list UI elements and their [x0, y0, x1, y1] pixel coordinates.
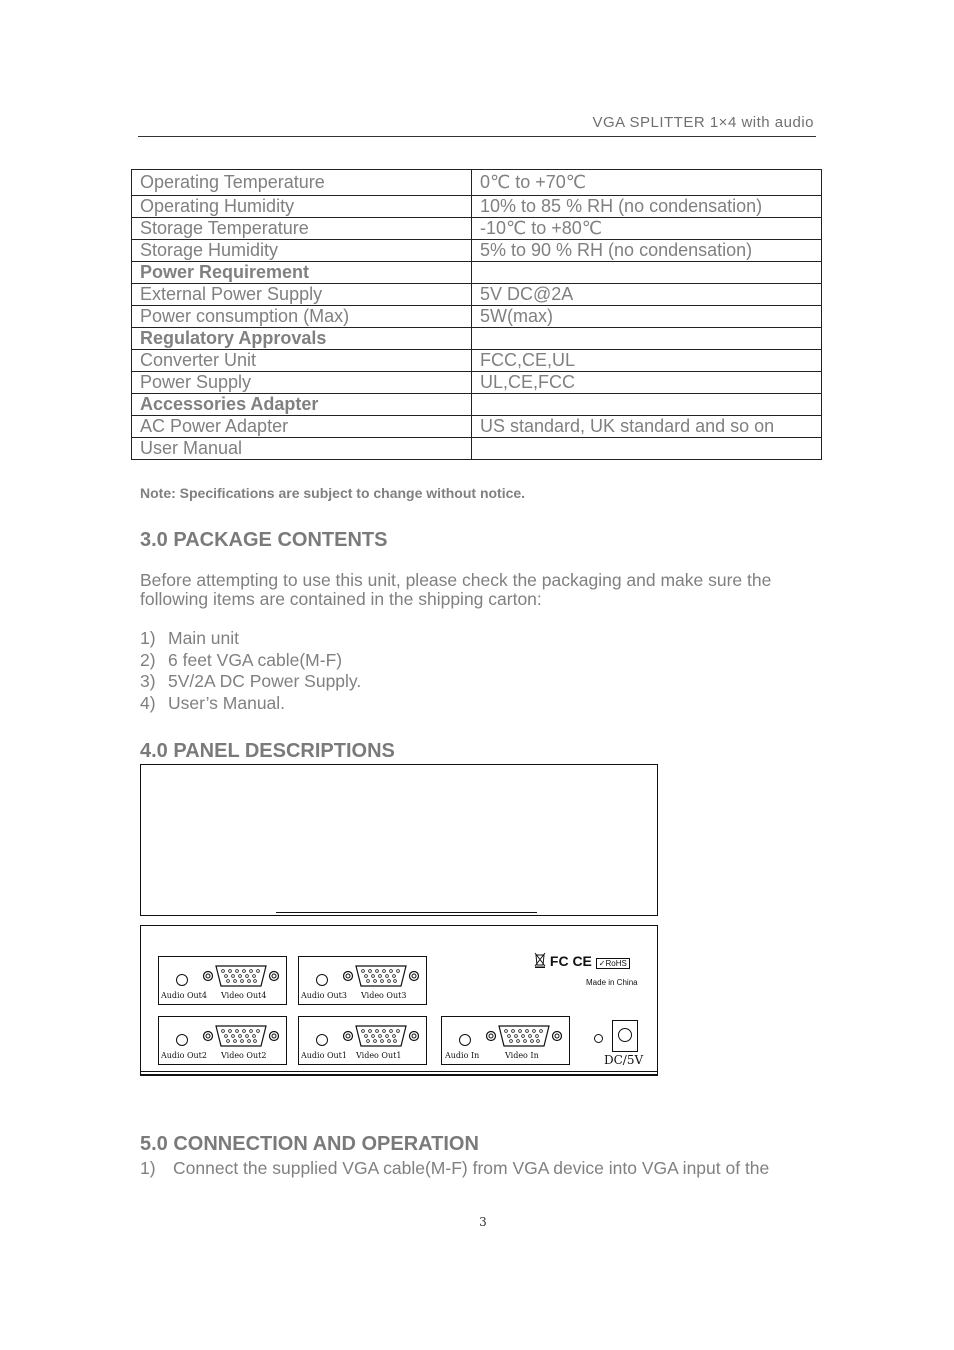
- rohs-icon: ✓RoHS: [596, 958, 630, 969]
- rear-panel-base: [140, 1071, 658, 1076]
- certification-marks: FC CE ✓RoHS: [534, 952, 630, 969]
- audio-jack-icon: [176, 974, 188, 986]
- section-heading-package: 3.0 PACKAGE CONTENTS: [140, 529, 388, 551]
- spec-value: 0℃ to +70℃: [472, 170, 822, 196]
- table-row: [132, 262, 822, 284]
- spec-value: 10% to 85 % RH (no condensation): [472, 196, 822, 218]
- list-item: 3) 5V/2A DC Power Supply.: [140, 671, 362, 692]
- front-panel-drawing: [140, 764, 658, 916]
- running-header: VGA SPLITTER 1×4 with audio: [592, 114, 814, 131]
- vga-connector-icon: [486, 1023, 562, 1049]
- spec-label: Power consumption (Max): [132, 306, 472, 328]
- section-heading-panel: 4.0 PANEL DESCRIPTIONS: [140, 740, 395, 762]
- vga-connector-icon: [203, 1023, 279, 1049]
- audio-jack-icon: [316, 974, 328, 986]
- table-row: [132, 240, 822, 262]
- table-row: [132, 372, 822, 394]
- spec-label: External Power Supply: [132, 284, 472, 306]
- spec-label: Operating Humidity: [132, 196, 472, 218]
- table-row: [132, 196, 822, 218]
- package-list: [140, 628, 361, 715]
- spec-value: [472, 262, 822, 284]
- table-row: [132, 394, 822, 416]
- page-number: 3: [479, 1215, 487, 1229]
- connection-step-1: 1) Connect the supplied VGA cable(M-F) from VGA device into VGA input of the: [140, 1158, 770, 1178]
- spec-label: AC Power Adapter: [132, 416, 472, 438]
- section-heading-connection: 5.0 CONNECTION AND OPERATION: [140, 1133, 479, 1155]
- port-video-label: Video Out3: [361, 991, 407, 1000]
- spec-value: 5V DC@2A: [472, 284, 822, 306]
- dc-jack-icon: [612, 1020, 638, 1052]
- port-video-label: Video Out1: [356, 1051, 402, 1060]
- table-row: [132, 218, 822, 240]
- made-in-label: Made in China: [586, 978, 638, 987]
- spec-label: Accessories Adapter: [132, 394, 472, 416]
- spec-value: -10℃ to +80℃: [472, 218, 822, 240]
- audio-jack-icon: [459, 1034, 471, 1046]
- audio-jack-icon: [176, 1034, 188, 1046]
- vga-connector-icon: [343, 963, 419, 989]
- port-audio-label: Audio Out2: [161, 1051, 207, 1060]
- spec-label: Converter Unit: [132, 350, 472, 372]
- spec-value: [472, 394, 822, 416]
- spec-label: Power Requirement: [132, 262, 472, 284]
- table-row: [132, 416, 822, 438]
- list-item: 2) 6 feet VGA cable(M-F): [140, 649, 343, 670]
- list-item: 4) User’s Manual.: [140, 693, 286, 714]
- spec-value: [472, 438, 822, 460]
- spec-label: Regulatory Approvals: [132, 328, 472, 350]
- table-row: [132, 284, 822, 306]
- port-out3: [298, 956, 427, 1005]
- port-audio-label: Audio Out1: [301, 1051, 347, 1060]
- list-item: 1) Main unit: [140, 628, 240, 648]
- table-row: [132, 438, 822, 460]
- spec-label: Storage Humidity: [132, 240, 472, 262]
- table-row: [132, 306, 822, 328]
- spec-label: Operating Temperature: [132, 170, 472, 196]
- weee-bin-icon: [534, 952, 546, 968]
- table-row: [132, 328, 822, 350]
- spec-value: 5% to 90 % RH (no condensation): [472, 240, 822, 262]
- dc-label: DC/5V: [604, 1053, 644, 1067]
- spec-label: Power Supply: [132, 372, 472, 394]
- port-in: [441, 1016, 570, 1065]
- table-row: [132, 350, 822, 372]
- spec-table: [131, 169, 822, 460]
- vga-connector-icon: [203, 963, 279, 989]
- port-audio-label: Audio Out4: [161, 991, 207, 1000]
- port-out2: [158, 1016, 287, 1065]
- spec-value: US standard, UK standard and so on: [472, 416, 822, 438]
- table-row: [132, 170, 822, 196]
- spec-value: FCC,CE,UL: [472, 350, 822, 372]
- spec-label: User Manual: [132, 438, 472, 460]
- package-intro: Before attempting to use this unit, please check the packaging and make sure the following items are contained in the shipping carton:: [140, 570, 772, 609]
- port-out1: [298, 1016, 427, 1065]
- spec-note: Note: Specifications are subject to change without notice.: [140, 485, 526, 501]
- spec-value: 5W(max): [472, 306, 822, 328]
- spec-value: [472, 328, 822, 350]
- port-video-label: Video In: [505, 1051, 539, 1060]
- header-rule: [138, 136, 816, 137]
- port-audio-label: Audio Out3: [301, 991, 347, 1000]
- port-video-label: Video Out4: [221, 991, 267, 1000]
- port-out4: [158, 956, 287, 1005]
- vga-connector-icon: [343, 1023, 419, 1049]
- power-led-icon: [594, 1034, 603, 1043]
- port-video-label: Video Out2: [221, 1051, 267, 1060]
- audio-jack-icon: [316, 1034, 328, 1046]
- port-audio-label: Audio In: [445, 1051, 480, 1060]
- spec-value: UL,CE,FCC: [472, 372, 822, 394]
- spec-label: Storage Temperature: [132, 218, 472, 240]
- front-panel-edge: [276, 912, 537, 913]
